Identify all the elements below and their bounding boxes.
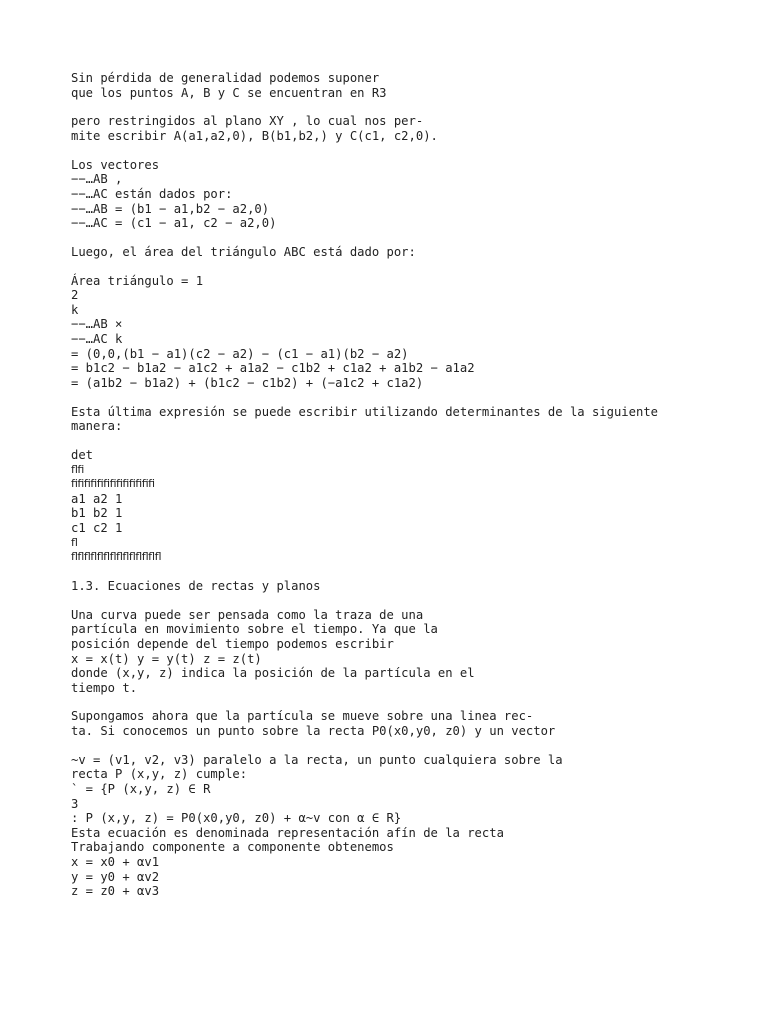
matrix-row: b1 b2 1 bbox=[71, 506, 123, 521]
section-title: 1.3. Ecuaciones de rectas y planos bbox=[71, 578, 321, 593]
paragraph-gap bbox=[71, 100, 751, 114]
paragraph-plane-restriction bbox=[71, 114, 751, 143]
text-line: −−…AC están dados por: bbox=[71, 186, 233, 201]
text-line: det bbox=[71, 448, 94, 462]
paragraph-gap bbox=[71, 260, 751, 274]
text-line: ~v = (v1, v2, v3) paralelo a la recta, un punto cualquiera sobre la bbox=[71, 752, 563, 767]
text-line: −−…AB = (b1 − a1,b2 − a2,0) bbox=[71, 201, 270, 216]
text-line: x = x(t) y = y(t) z = z(t) bbox=[71, 651, 262, 666]
text-line: −−…AB × bbox=[71, 317, 123, 332]
text-line: Esta ecuación es denominada representación afín de la recta bbox=[71, 825, 504, 840]
text-line: −−…AC = (c1 − a1, c2 − a2,0) bbox=[71, 216, 277, 231]
text-line: ta. Si conocemos un punto sobre la recta P0(x0,y0, z0) y un vector bbox=[71, 724, 556, 739]
text-line: k bbox=[71, 302, 79, 317]
paragraph-gap bbox=[71, 739, 751, 753]
text-line: que los puntos A, B y C se encuentran en R3 bbox=[71, 85, 387, 100]
text-line: Luego, el área del triángulo ABC está dado por: bbox=[71, 244, 416, 259]
paragraph-gap bbox=[71, 144, 751, 158]
text-line: Los vectores bbox=[71, 157, 160, 172]
text-line: posición depende del tiempo podemos escribir bbox=[71, 636, 394, 651]
determinant-bracket-glyphs: ﬂﬁ bbox=[71, 462, 84, 476]
paragraph-gap bbox=[71, 231, 751, 245]
text-line: Trabajando componente a componente obtenemos bbox=[71, 840, 394, 855]
text-line: = (0,0,(b1 − a1)(c2 − a2) − (c1 − a1)(b2 − a2) bbox=[71, 346, 409, 361]
determinant-bracket-glyphs: ﬂﬂﬂﬂﬂﬂﬂﬂﬂﬂﬂﬂﬂﬂ bbox=[71, 550, 162, 564]
text-line: partícula en movimiento sobre el tiempo. Ya que la bbox=[71, 622, 438, 637]
paragraph-determinant-intro bbox=[71, 405, 751, 434]
text-line: 3 bbox=[71, 796, 79, 811]
paragraph-assumption bbox=[71, 71, 751, 100]
paragraph-gap bbox=[71, 565, 751, 579]
paragraph-affine-representation bbox=[71, 753, 751, 899]
matrix-row: a1 a2 1 bbox=[71, 491, 123, 506]
text-line: = (a1b2 − b1a2) + (b1c2 − c1b2) + (−a1c2 + c1a2) bbox=[71, 375, 424, 390]
text-line: Sin pérdida de generalidad podemos suponer bbox=[71, 71, 380, 85]
paragraph-gap bbox=[71, 390, 751, 404]
determinant-bracket-glyphs: ﬁﬁﬁﬁﬁﬁﬁﬁﬁﬁﬁﬁﬁ bbox=[71, 477, 155, 491]
matrix-row: c1 c2 1 bbox=[71, 520, 123, 535]
text-line: = b1c2 − b1a2 − a1c2 + a1a2 − c1b2 + c1a2 + a1b2 − a1a2 bbox=[71, 361, 475, 376]
text-line: −−…AB , bbox=[71, 172, 123, 187]
equation-line: z = z0 + αv3 bbox=[71, 884, 160, 899]
text-line: Esta última expresión se puede escribir utilizando determinantes de la siguiente bbox=[71, 404, 658, 419]
formula-triangle-area bbox=[71, 274, 751, 391]
determinant-bracket-glyphs: ﬂ bbox=[71, 535, 78, 549]
text-line: donde (x,y, z) indica la posición de la partícula en el bbox=[71, 666, 475, 681]
paragraph-line-motion bbox=[71, 709, 751, 738]
document-body bbox=[71, 71, 751, 899]
equation-line: x = x0 + αv1 bbox=[71, 855, 160, 869]
paragraph-gap bbox=[71, 434, 751, 448]
text-line: tiempo t. bbox=[71, 680, 138, 695]
equation-line: y = y0 + αv2 bbox=[71, 869, 160, 884]
text-line: recta P (x,y, z) cumple: bbox=[71, 767, 248, 782]
text-line: pero restringidos al plano XY , lo cual nos per- bbox=[71, 114, 424, 129]
paragraph-vectors bbox=[71, 158, 751, 231]
text-line: mite escribir A(a1,a2,0), B(b1,b2,) y C(c1, c2,0). bbox=[71, 128, 438, 143]
paragraph-area-intro bbox=[71, 245, 751, 260]
text-line: Área triángulo = 1 bbox=[71, 273, 204, 288]
text-line: 2 bbox=[71, 288, 79, 303]
text-line: manera: bbox=[71, 419, 123, 434]
text-line: −−…AC k bbox=[71, 332, 123, 347]
text-line: Supongamos ahora que la partícula se mueve sobre una linea rec- bbox=[71, 709, 534, 724]
formula-determinant bbox=[71, 448, 751, 565]
paragraph-gap bbox=[71, 594, 751, 608]
paragraph-curve bbox=[71, 608, 751, 696]
paragraph-gap bbox=[71, 695, 751, 709]
text-line: : P (x,y, z) = P0(x0,y0, z0) + α~v con α ∈ R} bbox=[71, 811, 402, 826]
text-line: ` = {P (x,y, z) ∈ R bbox=[71, 782, 211, 797]
section-heading bbox=[71, 579, 751, 594]
text-line: Una curva puede ser pensada como la traza de una bbox=[71, 607, 424, 622]
